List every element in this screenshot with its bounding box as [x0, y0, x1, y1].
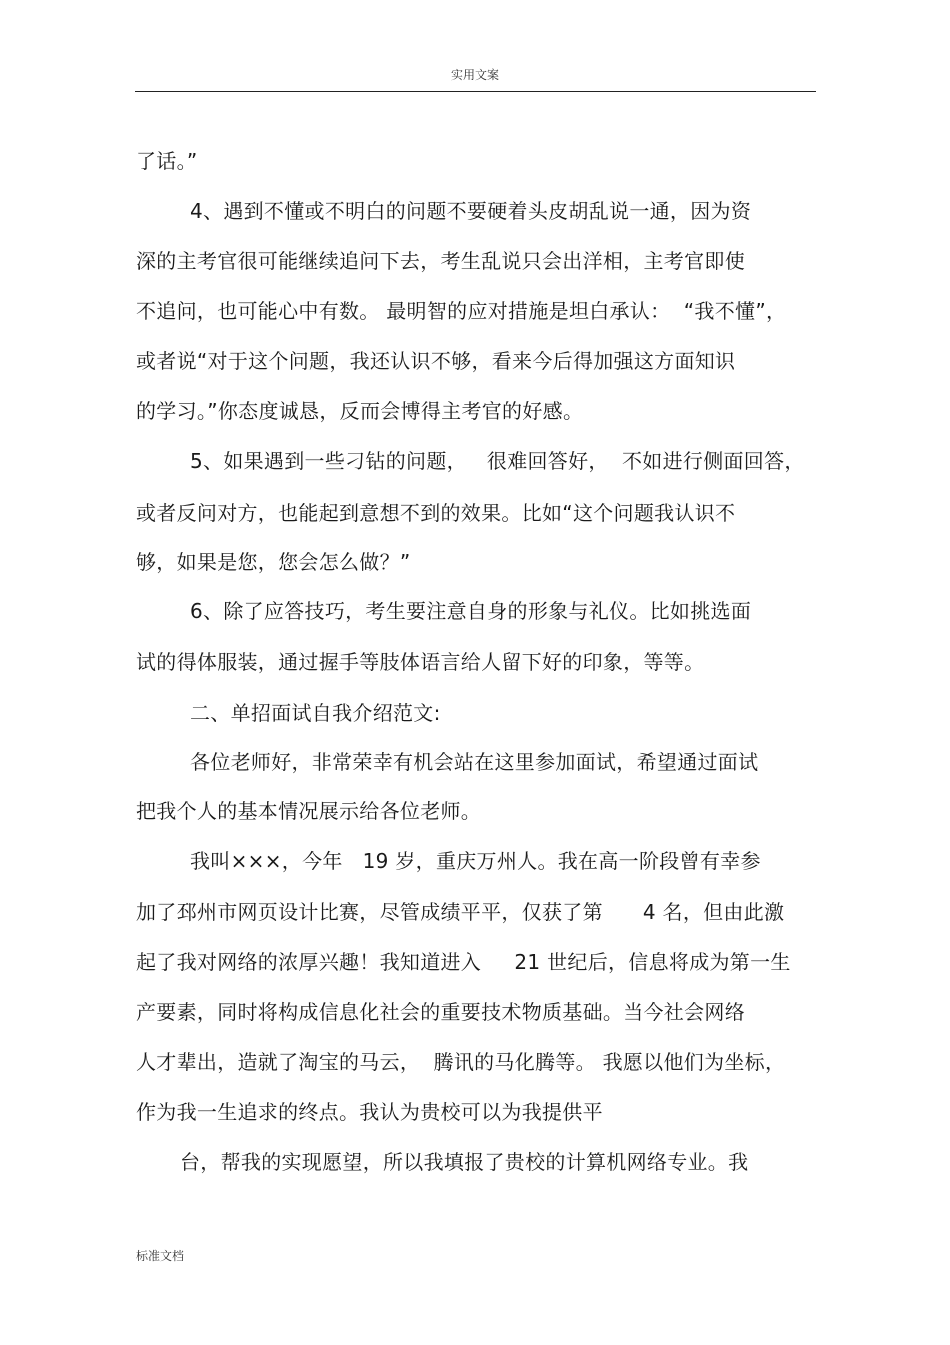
text-line: 了话。”: [136, 149, 198, 173]
text-line: 人才辈出，造就了淘宝的马云， 腾讯的马化腾等。 我愿以他们为坐标，: [136, 1050, 786, 1074]
text-line: 产要素，同时将构成信息化社会的重要技术物质基础。当今社会网络: [136, 1000, 745, 1024]
text-line: 或者反问对方，也能起到意想不到的效果。比如“这个问题我认识不: [136, 501, 736, 525]
text-line: 或者说“对于这个问题，我还认识不够，看来今后得加强这方面知识: [136, 349, 736, 373]
page-footer: 标准文档: [136, 1249, 185, 1263]
text-line: 够，如果是您，您会怎么做？”: [136, 550, 411, 574]
text-line: 4、遇到不懂或不明白的问题不要硬着头皮胡乱说一通，因为资: [190, 199, 752, 223]
text-line: 起了我对网络的浓厚兴趣！我知道进入 21 世纪后，信息将成为第一生: [136, 950, 791, 974]
text-line: 各位老师好，非常荣幸有机会站在这里参加面试，希望通过面试: [190, 750, 759, 774]
section-heading: 二、单招面试自我介绍范文:: [190, 701, 441, 725]
text-line: 深的主考官很可能继续追问下去，考生乱说只会出洋相，主考官即使: [136, 249, 745, 273]
text-line: 不追问，也可能心中有数。 最明智的应对措施是坦白承认： “我不懂”，: [136, 299, 787, 323]
header-divider: [135, 91, 816, 92]
text-line: 台，帮我的实现愿望，所以我填报了贵校的计算机网络专业。我: [180, 1150, 749, 1174]
text-line: 试的得体服装，通过握手等肢体语言给人留下好的印象，等等。: [136, 650, 705, 674]
text-line: 加了邳州市网页设计比赛，尽管成绩平平，仅获了第 4 名，但由此激: [136, 900, 785, 924]
page-header: 实用文案: [450, 68, 499, 82]
text-line: 把我个人的基本情况展示给各位老师。: [136, 799, 482, 823]
text-line: 我叫×××，今年 19 岁，重庆万州人。我在高一阶段曾有幸参: [190, 849, 761, 873]
text-line: 作为我一生追求的终点。我认为贵校可以为我提供平: [136, 1100, 603, 1124]
text-line: 的学习。”你态度诚恳，反而会博得主考官的好感。: [136, 399, 584, 423]
text-line: 6、除了应答技巧，考生要注意自身的形象与礼仪。比如挑选面: [190, 599, 752, 623]
text-line: 5、如果遇到一些刁钻的问题， 很难回答好， 不如进行侧面回答，: [190, 449, 805, 473]
